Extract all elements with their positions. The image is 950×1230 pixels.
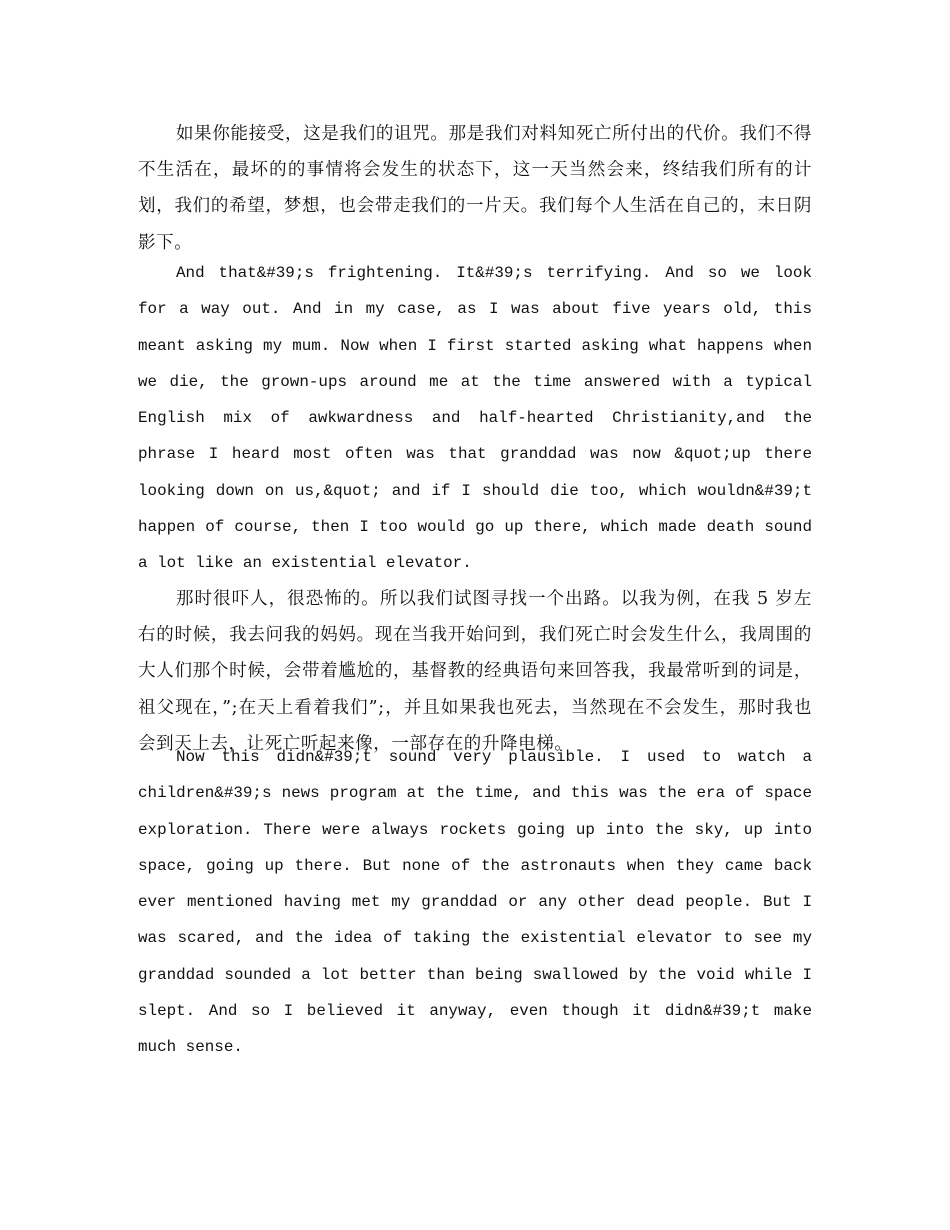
paragraph-english-1: And that&#39;s frightening. It&#39;s terrifying. And so we look for a way out. And in my case, as I was about five years old, this meant asking my mum. Now when I first started asking what happens when we die, the grown-ups around me at the time answered with a typical English mix of awkwardness and half-hearted Christianity,and the phrase I heard most often was that granddad was now &quot;up there looking down on us,&quot; and if I should die too, which wouldn&#39;t happen of course, then I too would go up there, which made death sound a lot like an existential elevator. [138, 264, 812, 573]
paragraph-chinese-2: 那时很吓人，很恐怖的。所以我们试图寻找一个出路。以我为例，在我 5 岁左右的时候，我去问我的妈妈。现在当我开始问到，我们死亡时会发生什么，我周围的大人们那个时候，会带着尴尬的，基督教的经典语句来回答我，我最常听到的词是，祖父现在，”;在天上看着我们”;，并且如果我也死去，当然现在不会发生，那时我也会到天上去，让死亡听起来像，一部存在的升降电梯。 [138, 589, 812, 754]
paragraph-chinese-1: 如果你能接受，这是我们的诅咒。那是我们对料知死亡所付出的代价。我们不得不生活在，最坏的的事情将会发生的状态下，这一天当然会来，终结我们所有的计划，我们的希望，梦想，也会带走我们的一片天。我们每个人生活在自己的，末日阴影下。 [138, 124, 812, 253]
paragraph-english-2: Now this didn&#39;t sound very plausible. I used to watch a children&#39;s news program at the time, and this was the era of space exploration. There were always rockets going up into the sky, up into space, going up there. But none of the astronauts when they came back ever mentioned having met my granddad or any other dead people. But I was scared, and the idea of taking the existential elevator to see my granddad sounded a lot better than being swallowed by the void while I slept. And so I believed it anyway, even though it didn&#39;t make much sense. [138, 748, 812, 1057]
